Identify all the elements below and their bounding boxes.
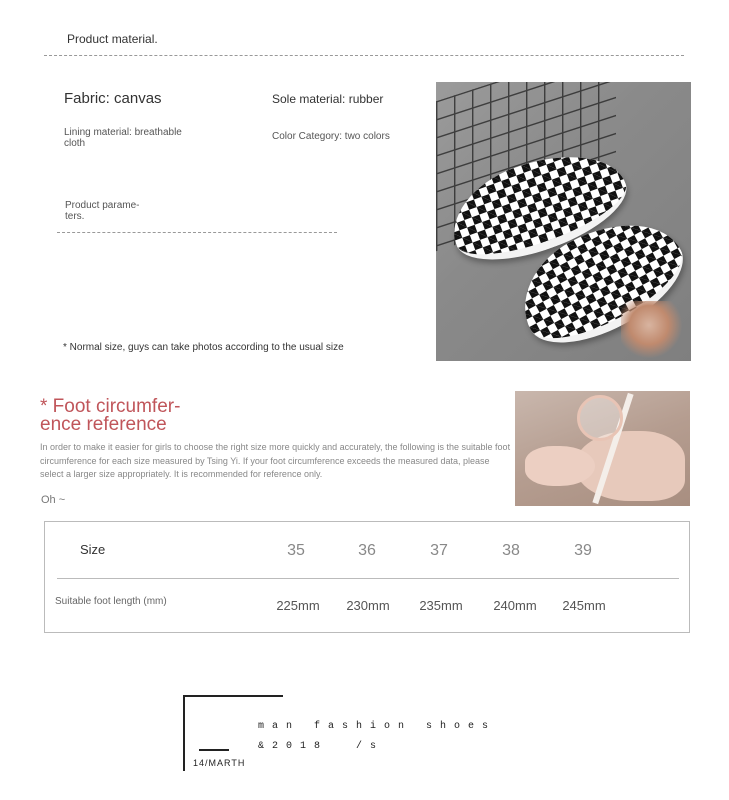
table-divider	[57, 578, 679, 579]
foot-circumference-title	[40, 398, 180, 434]
foot-title-line2: ence reference	[40, 414, 167, 435]
footer-date: 14/MARTH	[193, 758, 246, 768]
section-title: Product material.	[67, 32, 158, 46]
footer-year: &2018 /s	[258, 741, 385, 752]
parameters-divider	[57, 232, 337, 233]
sneakers-photo	[436, 82, 691, 361]
header-divider	[44, 55, 684, 56]
hand-shape	[525, 446, 595, 486]
product-parameters-line2: ters.	[65, 211, 85, 222]
color-category-label: Color Category: two colors	[272, 131, 390, 142]
size-35: 35	[287, 542, 305, 559]
length-225: 225mm	[276, 598, 320, 613]
size-39: 39	[574, 542, 592, 559]
footer-accent-bar	[199, 749, 229, 751]
size-38: 38	[502, 542, 520, 559]
size-note: * Normal size, guys can take photos according to the usual size	[63, 342, 344, 353]
length-240: 240mm	[493, 598, 537, 613]
sole-label: Sole material: rubber	[272, 92, 384, 106]
length-230: 230mm	[346, 598, 390, 613]
size-label: Size	[80, 542, 106, 557]
fabric-label: Fabric: canvas	[64, 90, 162, 107]
magnifier-circle	[577, 395, 623, 441]
foot-title-line1: * Foot circumfer-	[40, 396, 181, 417]
foot-description: In order to make it easier for girls to choose the right size more quickly and accurately, the following is the suitable foot circumference for each size measured by Tsing Yi. If your foot circumference exceeds the measured data, please select a larger size appropriately. It is recommended for reference only.	[40, 442, 511, 479]
floral-decor	[621, 301, 691, 361]
product-parameters-heading	[65, 200, 139, 222]
footer-tagline: man fashion shoes	[258, 721, 497, 732]
length-235: 235mm	[419, 598, 463, 613]
size-37: 37	[430, 542, 448, 559]
foot-length-label: Suitable foot length (mm)	[55, 596, 167, 607]
length-245: 245mm	[562, 598, 606, 613]
product-parameters-line1: Product parame-	[65, 200, 140, 211]
oh-text: Oh ~	[41, 494, 66, 506]
lining-label: Lining material: breathable cloth	[64, 127, 182, 149]
foot-measuring-photo	[515, 391, 690, 506]
size-table	[44, 521, 690, 633]
size-36: 36	[358, 542, 376, 559]
